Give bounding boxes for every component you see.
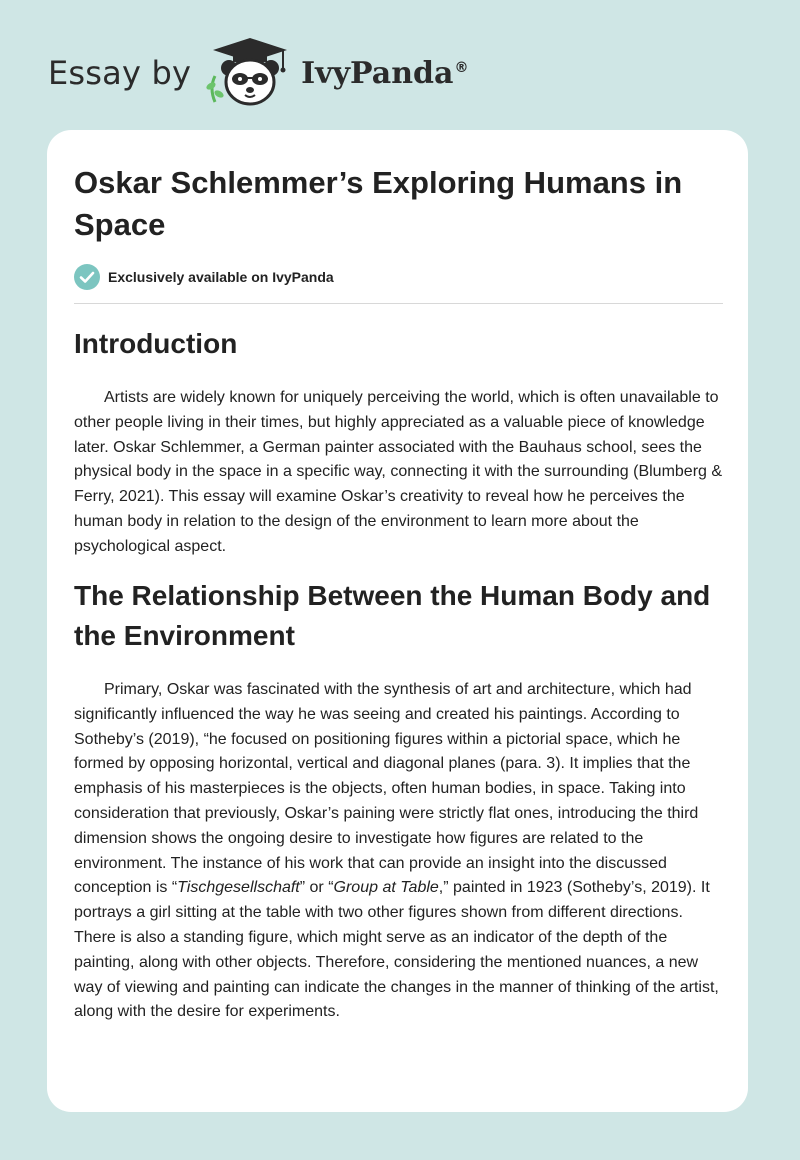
artwork-title-english: Group at Table [333,879,439,897]
panda-graduate-icon [205,36,295,110]
brand-header [48,36,468,110]
section-paragraph-introduction: Artists are widely known for uniquely perceiving the world, which is often unavailable to other people living in their times, but highly appreciated as a valuable piece of knowledge later. Oskar Schlemmer, a German painter associated with the Bauhaus school, sees the physical body in the space in a specific way, connecting it with the surrounding (Blumberg & Ferry, 2021). This essay will examine Oskar’s creativity to reveal how he perceives the human body in relation to the design of the environment to learn more about the psychological aspect. [74,389,723,555]
check-circle-icon [74,264,100,290]
section-paragraph-relationship: Primary, Oskar was fascinated with the synthesis of art and architecture, which had significantly influenced the way he was seeing and created his paintings. According to Sotheby’s (2019), “he focused on positioning figures within a pictorial space, which he formed by opposing horizontal, vertical and diagonal planes (para. 3). It implies that the emphasis of his masterpieces is the objects, often human bodies, in space. Taking into consideration that previously, Oskar’s paining were strictly flat ones, introducing the third dimension shows the ongoing desire to investigate how figures are related to the environment. The instance of his work that can provide an insight into the discussed conception is “Tischgesellschaft” or “Group at Table,” painted in 1923 (Sotheby’s, 2019). It portrays a girl sitting at the table with two other figures shown from different directions. There is also a standing figure, which might serve as an indicator of the depth of the painting, along with other objects. Therefore, considering the mentioned nuances, a new way of viewing and painting can indicate the changes in the manner of thinking of the artist, along with the desire for experiments. [74,681,719,1021]
brand-registered-mark: ® [454,59,469,76]
divider [74,303,723,304]
artwork-title-original: Tischgesellschaft [177,879,300,897]
section-heading-introduction: Introduction [74,328,238,359]
brand-prefix: Essay by [48,54,192,92]
section-heading-relationship: The Relationship Between the Human Body and the Environment [74,580,711,651]
exclusive-label: Exclusively available on IvyPanda [108,269,334,285]
page-title: Oskar Schlemmer’s Exploring Humans in Space [74,165,683,242]
exclusive-badge [74,264,334,290]
essay-card [47,130,748,1112]
brand-name: IvyPanda® [301,55,469,91]
